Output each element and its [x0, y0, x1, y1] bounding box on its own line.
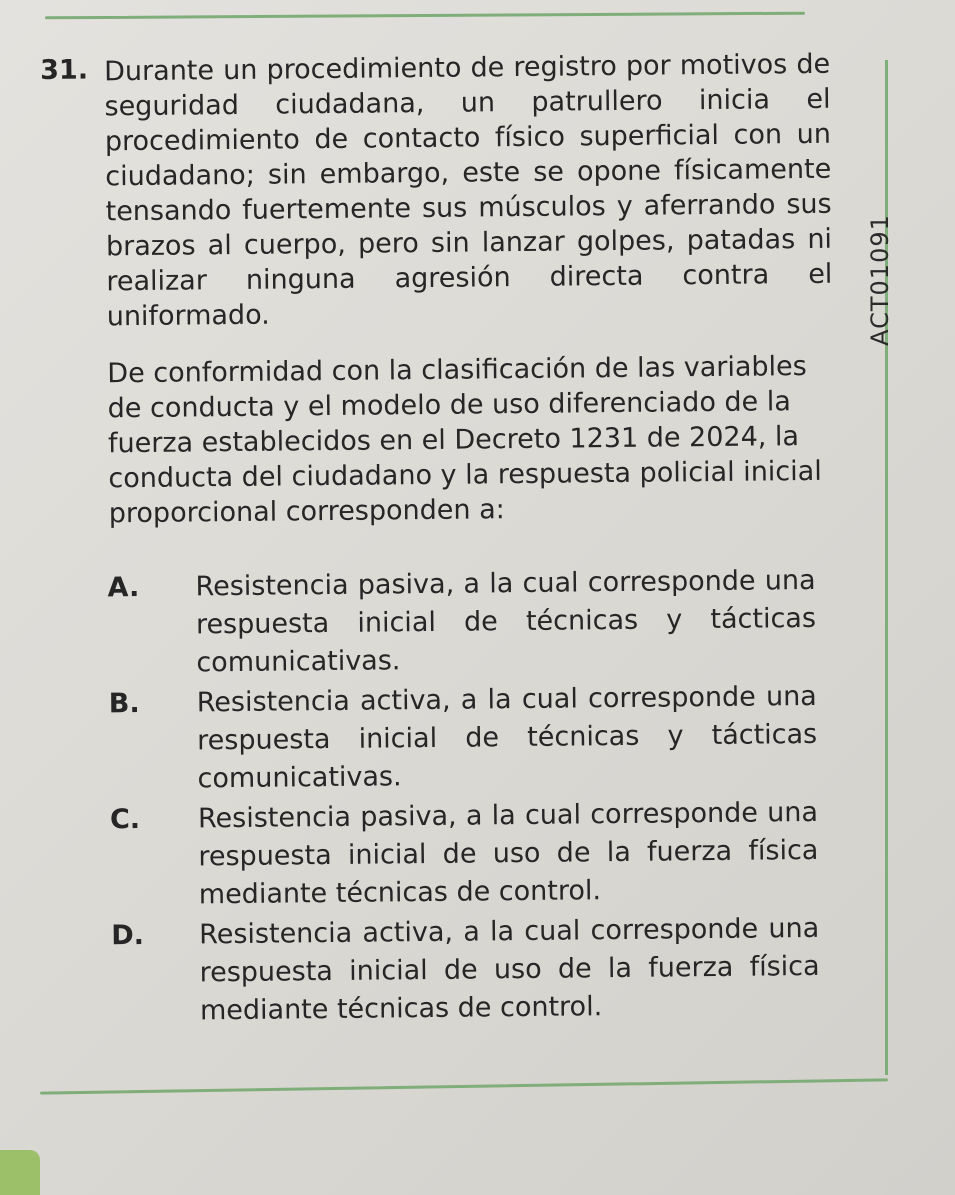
option-letter: A. — [107, 571, 140, 604]
question-prompt: De conformidad con la clasificación de las variables de conducta y el modelo de uso diferenciado de la fuerza establecidos en el Decreto 1231 de 2024, la conducta del ciudadano y la respuesta policial inicial proporcional corresponden a: — [107, 350, 822, 530]
option-letter: D. — [111, 919, 145, 952]
option-b[interactable] — [109, 678, 838, 800]
page-tab — [0, 1150, 40, 1195]
option-text: Resistencia pasiva, a la cual corresponde una respuesta inicial de uso de la fuerza física mediante técnicas de control. — [197, 796, 819, 911]
option-d[interactable] — [111, 910, 840, 1032]
question-header — [40, 47, 833, 335]
question-stem: Durante un procedimiento de registro por motivos de seguridad ciudadana, un patrullero inicia el procedimiento de contacto físico superficial con un ciudadano; sin embargo, este se opone físicamente tensando fuertemente sus músculos y aferrando sus brazos al cuerpo, pero sin lanzar golpes, patadas ni realizar ninguna agresión directa contra el uniformado. — [104, 48, 833, 333]
question-number: 31. — [40, 54, 89, 86]
option-text: Resistencia activa, a la cual corresponde una respuesta inicial de técnicas y tácticas comunicativas. — [196, 680, 818, 795]
answer-options — [107, 562, 840, 1032]
right-divider — [885, 60, 888, 1075]
top-divider — [45, 12, 805, 20]
option-letter: B. — [108, 687, 140, 720]
option-a[interactable] — [107, 562, 836, 684]
bottom-divider — [40, 1078, 888, 1094]
option-text: Resistencia activa, a la cual corresponde una respuesta inicial de uso de la fuerza física mediante técnicas de control. — [199, 912, 820, 1027]
question-code-label: ACT01091 — [866, 214, 894, 346]
question-block — [40, 47, 840, 1034]
option-text: Resistencia pasiva, a la cual corresponde una respuesta inicial de técnicas y tácticas comunicativas. — [195, 564, 817, 679]
option-c[interactable] — [110, 794, 839, 916]
option-letter: C. — [109, 803, 141, 836]
